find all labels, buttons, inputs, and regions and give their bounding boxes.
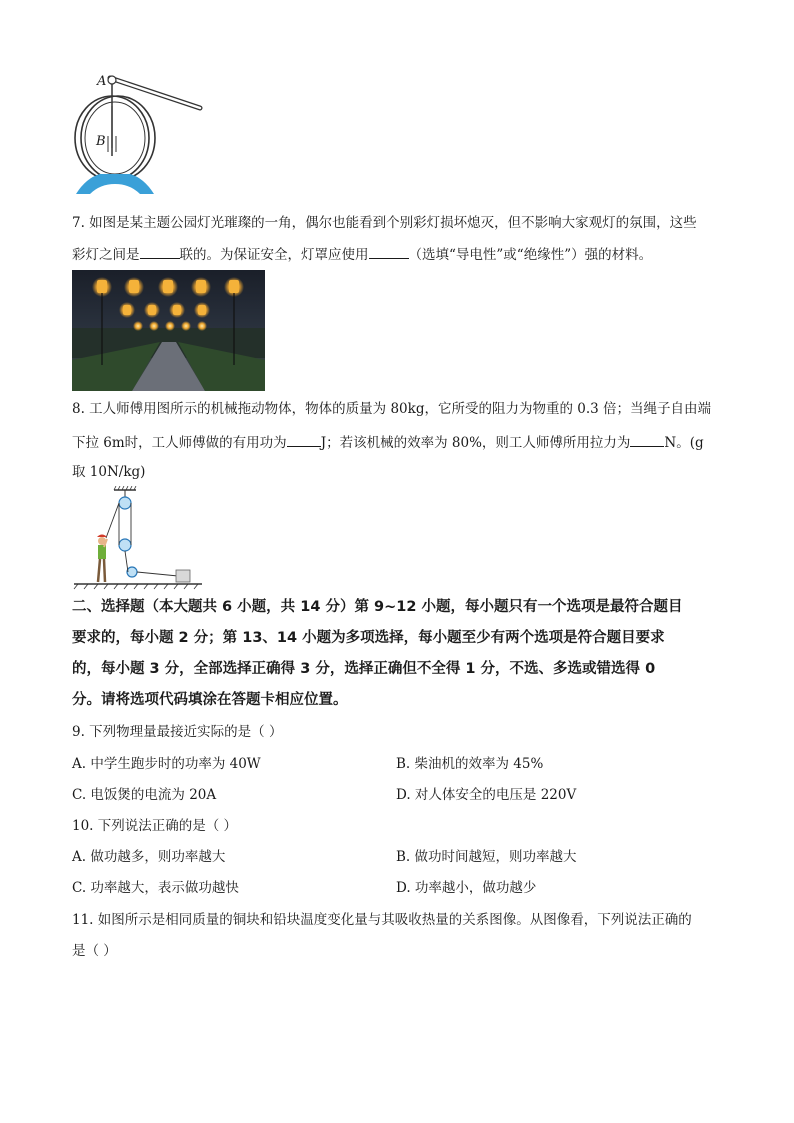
q8-text-b: J；若该机械的效率为 80%，则工人师傅所用拉力为 — [320, 435, 631, 451]
q9-option-d[interactable]: D. 对人体安全的电压是 220V — [396, 787, 577, 803]
section2-line-2: 要求的，每小题 2 分；第 13、14 小题为多项选择，每小题至少有两个选项是符合题目要求 — [72, 630, 665, 646]
label-b: B — [96, 134, 106, 149]
q9-option-c[interactable]: C. 电饭煲的电流为 20A — [72, 787, 217, 803]
section2-line-3: 的，每小题 3 分，全部选择正确得 3 分，选择正确但不全得 1 分，不选、多选或错选得 0 — [72, 661, 656, 677]
coil-apparatus-figure — [66, 66, 208, 198]
q9-stem: 9. 下列物理量最接近实际的是（ ） — [72, 724, 283, 740]
q8-text-a: 下拉 6m时，工人师傅做的有用功为 — [72, 435, 287, 451]
q7-text-b: 联的。为保证安全，灯罩应使用 — [179, 247, 369, 263]
q8-line-1: 8. 工人师傅用图所示的机械拖动物体，物体的质量为 80kg，它所受的阻力为物重的 0.3 倍；当绳子自由端 — [72, 401, 712, 417]
label-a: A — [97, 74, 107, 89]
lantern-park-photo — [72, 270, 265, 391]
q7-line-2 — [72, 244, 652, 264]
q8-blank-2[interactable] — [630, 432, 664, 447]
q7-text-a: 彩灯之间是 — [72, 247, 140, 263]
q10-stem: 10. 下列说法正确的是（ ） — [72, 818, 238, 834]
q7-text-c: （选填“导电性”或“绝缘性”）强的材料。 — [408, 247, 653, 263]
q9-option-b[interactable]: B. 柴油机的效率为 45% — [396, 756, 544, 772]
q8-line-3: 取 10N/kg) — [72, 464, 146, 480]
q8-blank-1[interactable] — [287, 432, 321, 447]
q10-option-b[interactable]: B. 做功时间越短，则功率越大 — [396, 849, 577, 865]
q8-text-c: N。(g — [664, 435, 704, 451]
q10-option-d[interactable]: D. 功率越小，做功越少 — [396, 880, 537, 896]
q7-blank-1[interactable] — [140, 244, 180, 259]
q7-blank-2[interactable] — [369, 244, 409, 259]
q8-line-2 — [72, 432, 704, 452]
section2-line-1: 二、选择题（本大题共 6 小题，共 14 分）第 9~12 小题，每小题只有一个选项是最符合题目 — [72, 599, 683, 615]
q9-option-a[interactable]: A. 中学生跑步时的功率为 40W — [72, 756, 261, 772]
q11-line-2: 是（ ） — [72, 943, 117, 959]
q11-line-1: 11. 如图所示是相同质量的铜块和铅块温度变化量与其吸收热量的关系图像。从图像看，下列说法正确的 — [72, 912, 692, 928]
q10-option-c[interactable]: C. 功率越大，表示做功越快 — [72, 880, 239, 896]
pulley-worker-figure — [72, 486, 204, 592]
q10-option-a[interactable]: A. 做功越多，则功率越大 — [72, 849, 226, 865]
q7-line-1: 7. 如图是某主题公园灯光璀璨的一角，偶尔也能看到个别彩灯损坏熄灭，但不影响大家观灯的氛围，这些 — [72, 215, 697, 231]
section2-line-4: 分。请将选项代码填涂在答题卡相应位置。 — [72, 692, 348, 708]
